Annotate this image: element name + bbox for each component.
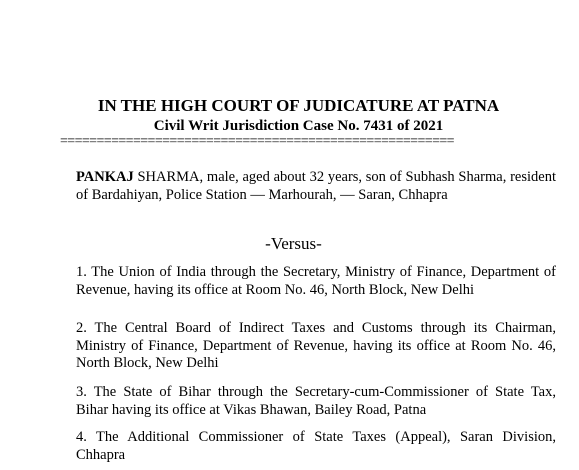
separator-line: ====================================================== <box>60 134 454 149</box>
petitioner-block <box>76 169 556 204</box>
petitioner-details: SHARMA, male, aged about 32 years, son of Subhash Sharma, resident of Bardahiyan, Police Station — Marhourah, — Saran, Chhapra <box>76 169 556 203</box>
versus-heading: -Versus- <box>265 234 322 253</box>
petitioner-name: PANKAJ <box>76 169 134 185</box>
court-title: IN THE HIGH COURT OF JUDICATURE AT PATNA <box>97 96 500 115</box>
case-number: Civil Writ Jurisdiction Case No. 7431 of 2021 <box>153 118 444 134</box>
respondent-4: 4. The Additional Commissioner of State Taxes (Appeal), Saran Division, Chhapra <box>76 429 556 463</box>
respondent-3: 3. The State of Bihar through the Secretary-cum-Commissioner of State Tax, Bihar having its office at Vikas Bhawan, Bailey Road, Patna <box>76 384 556 418</box>
respondent-1: 1. The Union of India through the Secretary, Ministry of Finance, Department of Revenue, having its office at Room No. 46, North Block, New Delhi <box>76 264 556 298</box>
respondent-2: 2. The Central Board of Indirect Taxes and Customs through its Chairman, Ministry of Finance, Department of Revenue, having its office at Room No. 46, North Block, New Delhi <box>76 320 556 371</box>
